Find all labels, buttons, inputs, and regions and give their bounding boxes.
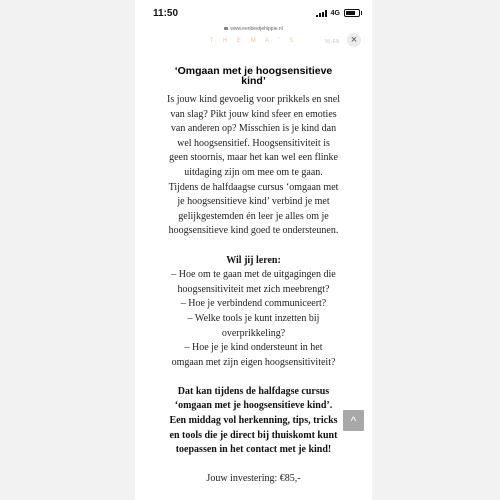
page-title: ‘Omgaan met je hoogsensitieve kind’ <box>174 65 333 87</box>
price-text: Jouw investering: €85,- <box>206 472 301 484</box>
intro-paragraph: Is jouw kind gevoelig voor prikkels en snel van slag? Pikt jouw kind sfeer en emoties van anderen op? Misschien is je kind dan wel hoogsensitief. Hoogsensitiviteit is geen stoornis, maar het kan wel een flinke uitdaging zijn om mee om te gaan. Tijdens de halfdaagse cursus ‘omgaan met je hoogsensitieve kind’ verbind je met gelijkgestemden én leer je alles om je hoogsensitieve kind goed te ondersteunen. Wil jij leren: – Hoe om te gaan met de uitgagingen die hoogsensitiviteit met zich meebrengt? – Hoe je verbindend communiceert? – Welke tools je kunt inzetten bij overprikkeling? – Hoe je je kind ondersteunt in het omgaan met zijn eigen hoogsensitiviteit? Dat kan tijdens de halfdagse cursus ‘omgaan met je hoogsensitieve kind’. Een middag vol herkenning, tips, tricks en tools die je direct bij thuiskomt kunt toepassen in het contact met je kind! <box>135 93 372 458</box>
scroll-to-top-button[interactable] <box>343 410 364 431</box>
learn-item: – Hoe je verbindend communiceert? <box>180 298 327 310</box>
network-type: 4G <box>330 9 340 17</box>
closing-text: en tools die je direct bij thuiskomt kunt <box>169 429 338 441</box>
learn-item: overprikkeling? <box>221 327 286 339</box>
closing-text: Dat kan tijdens de halfdagse cursus <box>177 385 330 397</box>
closing-text: toepassen in het contact met je kind! <box>175 444 332 456</box>
status-bar <box>135 0 372 26</box>
chevron-up-icon: ^ <box>350 414 357 428</box>
phone-screen <box>135 0 372 500</box>
site-nav <box>135 36 372 50</box>
article <box>135 66 372 486</box>
battery-icon <box>344 9 360 17</box>
closing-text: ‘omgaan met je hoogsensitieve kind’. <box>174 400 333 412</box>
learn-item: – Welke tools je kunt inzetten bij <box>187 312 320 324</box>
learn-item: omgaan met zijn eigen hoogsensitiviteit? <box>171 356 336 368</box>
signal-icon <box>316 10 327 17</box>
learn-heading: Wil jij leren: <box>226 254 281 266</box>
learn-item: – Hoe om te gaan met de uitgagingen die <box>171 269 336 281</box>
close-icon[interactable]: × <box>347 33 361 47</box>
learn-item: hoogsensitiviteit met zich meebrengt? <box>177 283 330 295</box>
closing-text: Een middag vol herkenning, tips, tricks <box>169 415 338 427</box>
status-time: 11:50 <box>153 8 179 19</box>
url-bar[interactable] <box>135 26 372 36</box>
language-switch[interactable]: NL EN <box>325 39 340 45</box>
url-text: www.eenbeetjehippie.nl <box>230 26 283 32</box>
status-indicators <box>316 9 360 17</box>
themas-menu-link[interactable]: T H E M A ' S <box>209 38 298 44</box>
lock-icon <box>224 27 228 30</box>
learn-item: – Hoe je je kind ondersteunt in het <box>184 342 323 354</box>
